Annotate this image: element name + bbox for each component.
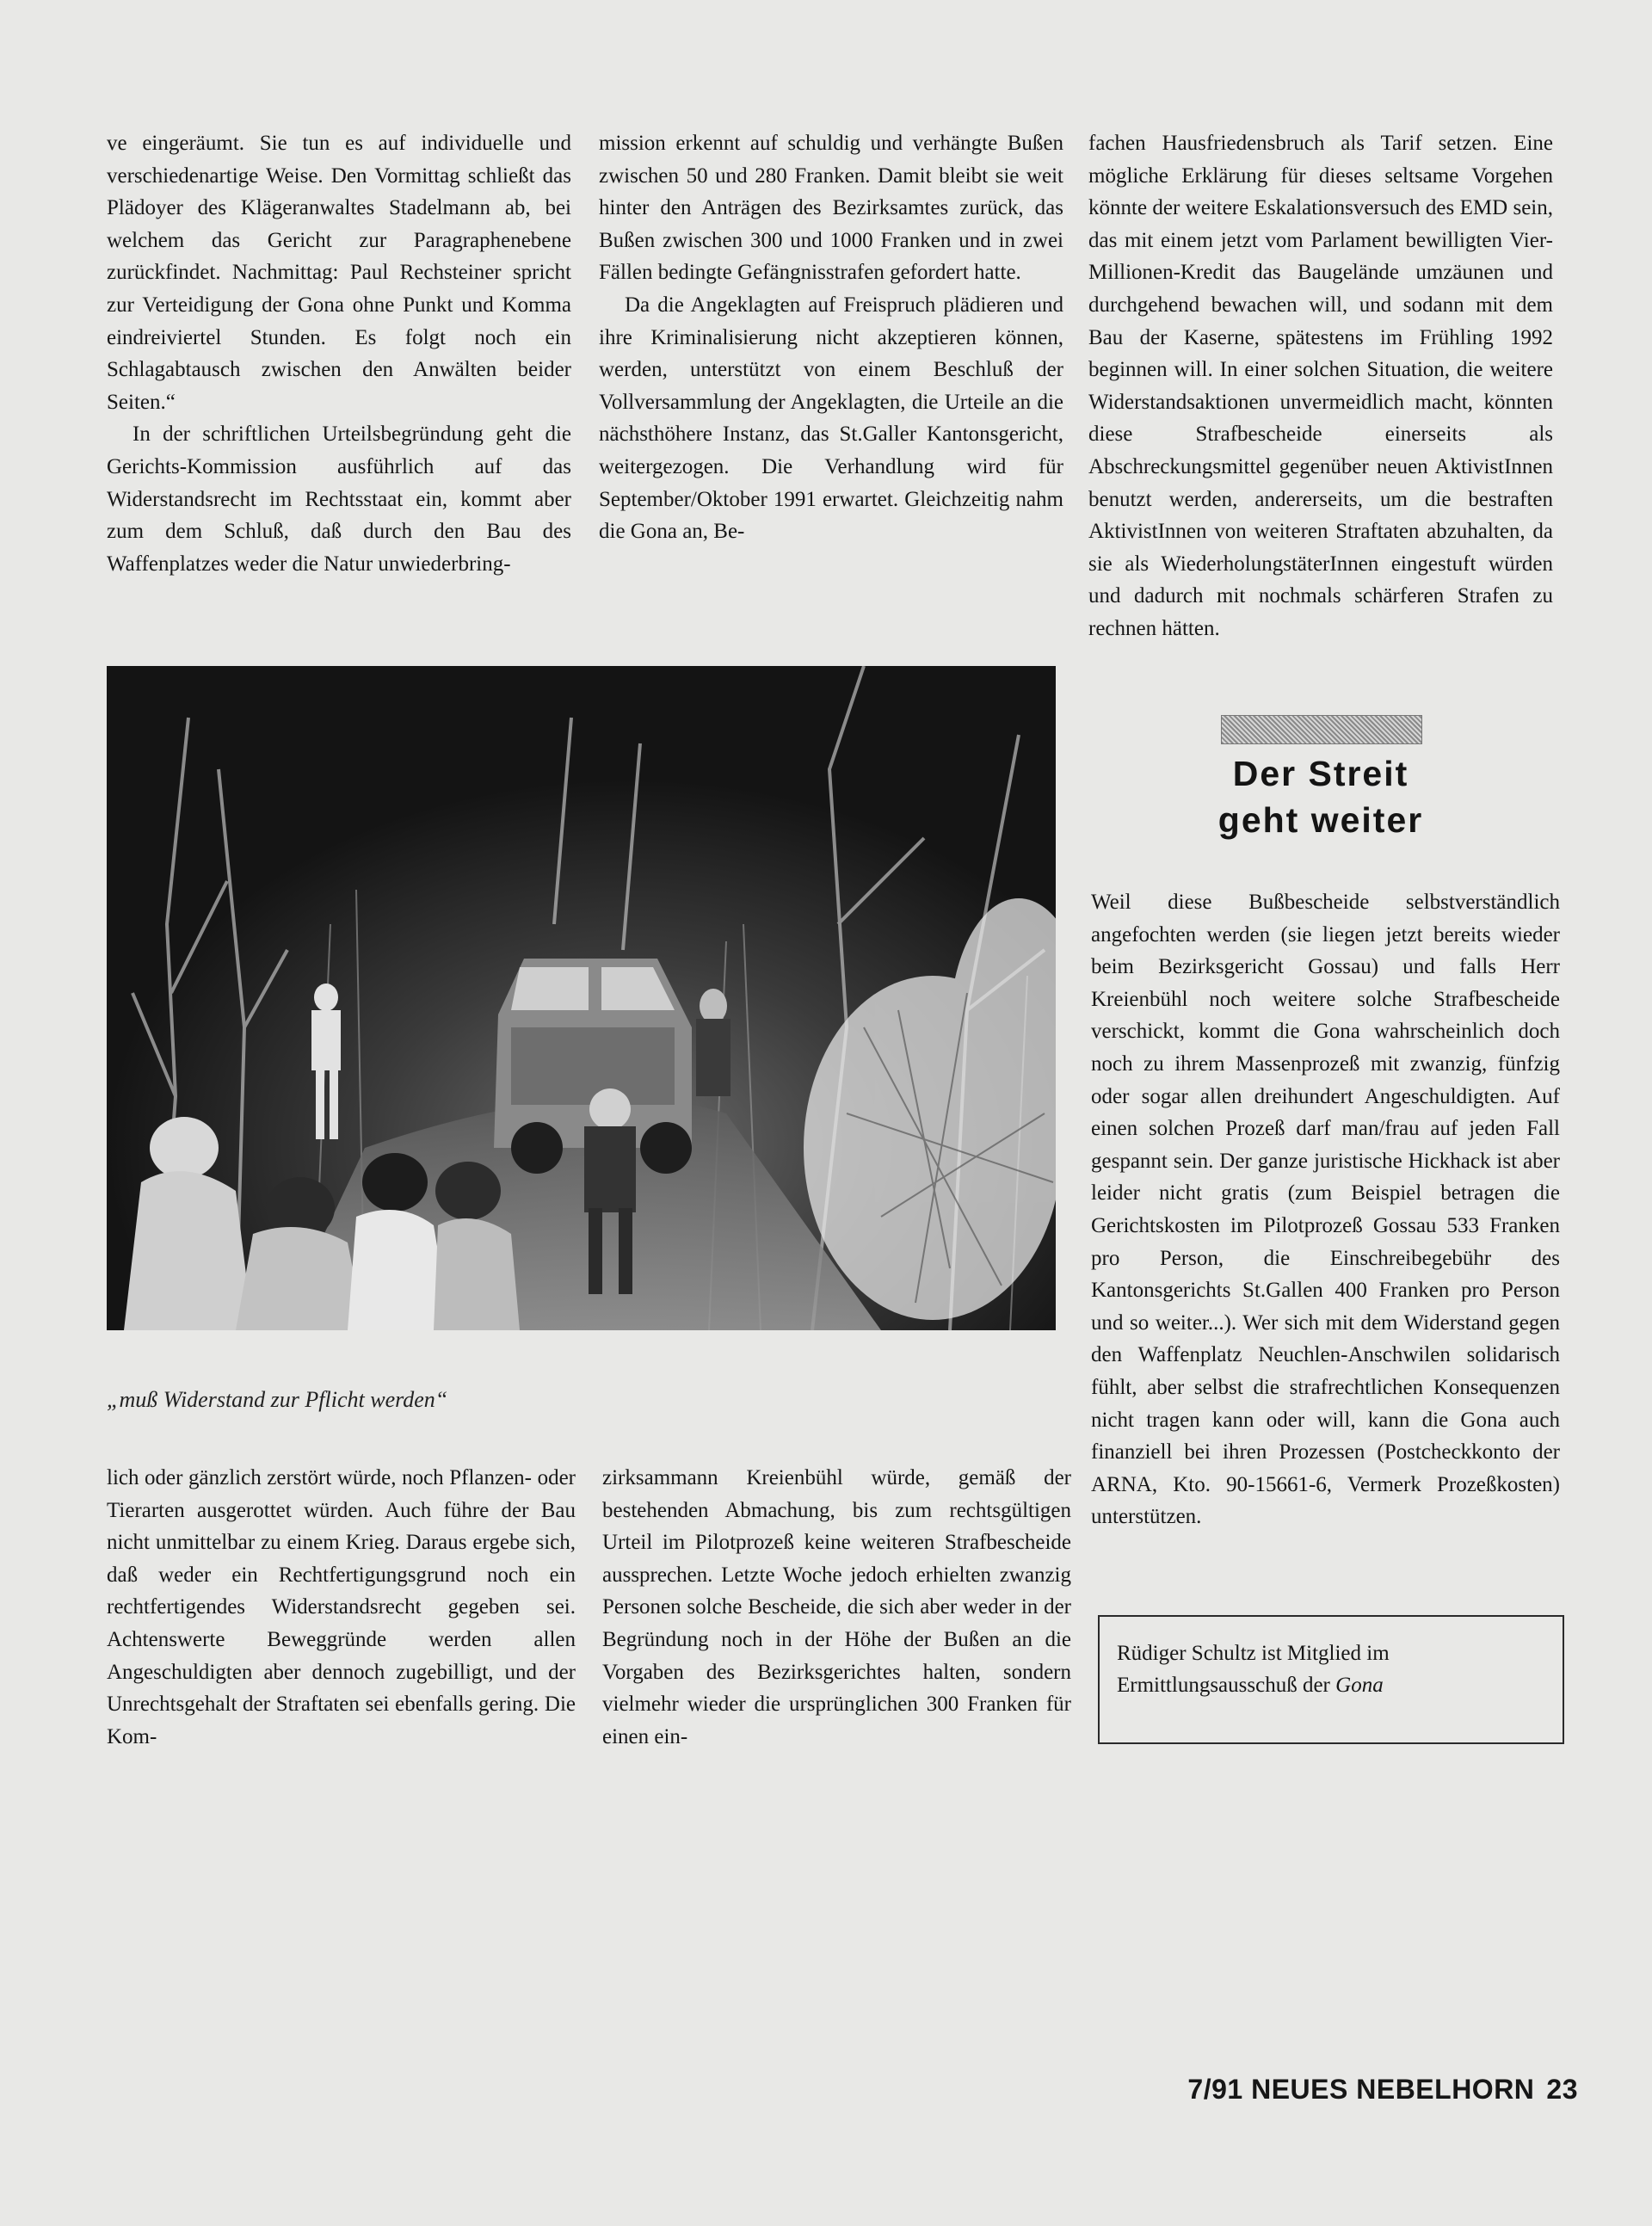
paragraph: Da die Angeklagten auf Freispruch plädieren und ihre Kriminalisierung nicht akzeptieren können, werden, unterstützt von einem Beschluß der Vollversammlung der Angeklagten, die Urteile an die nächsthöhere Instanz, das St.Galler Kantonsgericht, weitergezogen. Die Verhandlung wird für September/Oktober 1991 erwartet. Gleichzeitig nahm die Gona an, Be- (599, 293, 1063, 544)
issue-label: 7/91 NEUES NEBELHORN (1187, 2074, 1535, 2105)
article-column-middle-top (599, 127, 1063, 548)
paragraph: zirksammann Kreienbühl würde, gemäß der bestehenden Abmachung, bis zum rechtsgültigen Urteil im Pilotprozeß keine weiteren Strafbescheide aussprechen. Letzte Woche jedoch erhielten zwanzig Personen solche Bescheide, die sich aber weder in der Begründung noch in der Höhe der Bußen an die Vorgaben des Bezirksgerichtes halten, sondern vielmehr wieder die ursprünglichen 300 Franken für einen ein- (602, 1466, 1071, 1748)
paragraph: lich oder gänzlich zerstört würde, noch Pflanzen- oder Tierarten ausgerottet würden. Auch führe der Bau nicht unmittelbar zu einem Krieg. Daraus ergebe sich, daß weder ein Rechtfertigungsgrund noch ein rechtfertigendes Widerstandsrecht gegeben sei. Achtenswerte Beweggründe werden allen Angeschuldigten aber dennoch zugebilligt, und der Unrechtsgehalt der Straftaten sei ebenfalls gering. Die Kom- (107, 1466, 576, 1748)
section-heading (1144, 750, 1497, 843)
author-note-org: Gona (1335, 1674, 1384, 1697)
article-column-left-top (107, 127, 571, 580)
author-note-text: Rüdiger Schultz ist Mitglied im Ermittlungsausschuß der (1117, 1642, 1390, 1697)
paragraph: fachen Hausfriedensbruch als Tarif setzen. Eine mögliche Erklärung für dieses seltsame Vorgehen könnte der weitere Eskalationsversuch des EMD sein, das mit einem jetzt vom Parlament bewilligten Vier-Millionen-Kredit das Baugelände umzäunen und durchgehend bewachen will, und sodann mit dem Bau der Kaserne, spätestens im Frühling 1992 beginnen will. In einer solchen Situation, die weitere Widerstandsaktionen unvermeidlich macht, könnten diese Strafbescheide einerseits als Abschreckungsmittel gegenüber neuen AktivistInnen benutzt werden, andererseits, um die bestraften AktivistInnen von weiteren Straftaten abzuhalten, da sie als WiederholungstäterInnen eingestuft würden und dadurch mit nochmals schärferen Strafen zu rechnen hätten. (1088, 132, 1553, 640)
page-footer (1187, 2074, 1578, 2106)
article-column-left-bottom (107, 1462, 576, 1753)
paragraph: Weil diese Bußbescheide selbstverständlich angefochten werden (sie liegen jetzt bereits wieder beim Bezirksgericht Gossau) und falls Herr Kreienbühl noch weitere solche Strafbescheide verschickt, kommt die Gona wahrscheinlich doch noch zu ihrem Massenprozeß mit zwanzig, fünfzig oder sogar allen dreihundert Angeschuldigten. Auf einen solchen Prozeß darf man/frau auf jeden Fall gespannt sein. Der ganze juristische Hickhack ist aber leider nicht gratis (zum Beispiel betragen die Gerichtskosten im Pilotprozeß Gossau 533 Franken pro Person, die Einschreibegebühr des Kantonsgerichts St.Gallen 400 Franken pro Person und so weiter...). Wer sich mit dem Widerstand gegen den Waffenplatz Neuchlen-Anschwilen solidarisch fühlt, aber selbst die strafrechtlichen Konsequenzen nicht tragen kann oder will, kann die Gona auch finanziell bei ihren Prozessen (Postcheckkonto der ARNA, Kto. 90-15661-6, Vermerk Prozeßkosten) unterstützen. (1091, 891, 1560, 1529)
article-column-middle-bottom (602, 1462, 1071, 1753)
heading-line: geht weiter (1217, 800, 1424, 840)
paragraph: mission erkennt auf schuldig und verhängte Bußen zwischen 50 und 280 Franken. Damit bleibt sie weit hinter den Anträgen des Bezirksamtes zurück, das Bußen zwischen 300 und 1000 Franken und in zwei Fällen bedingte Gefängnisstrafen gefordert hatte. (599, 132, 1063, 285)
page-number: 23 (1546, 2074, 1578, 2105)
protest-photo (107, 666, 1056, 1330)
article-column-right-top (1088, 127, 1553, 645)
author-note-box (1098, 1615, 1564, 1744)
paragraph: In der schriftlichen Urteilsbegründung geht die Gerichts-Kommission ausführlich auf das Widerstandsrecht im Rechtsstaat ein, kommt aber zum dem Schluß, daß durch den Bau des Waffenplatzes weder die Natur unwiederbring- (107, 422, 571, 576)
photo-caption: „muß Widerstand zur Pflicht werden“ (107, 1387, 448, 1412)
article-column-right-bottom (1091, 886, 1560, 1533)
heading-line: Der Streit (1232, 754, 1409, 793)
decorative-hatch-bar (1221, 715, 1422, 744)
paragraph: ve eingeräumt. Sie tun es auf individuelle und verschiedenartige Weise. Den Vormittag schließt das Plädoyer des Klägeranwaltes Stadelmann ab, bei welchem das Gericht zur Paragraphenebene zurückfindet. Nachmittag: Paul Rechsteiner spricht zur Verteidigung der Gona ohne Punkt und Komma eindreiviertel Stunden. Es folgt noch ein Schlagabtausch zwischen den Anwälten beider Seiten.“ (107, 132, 571, 414)
